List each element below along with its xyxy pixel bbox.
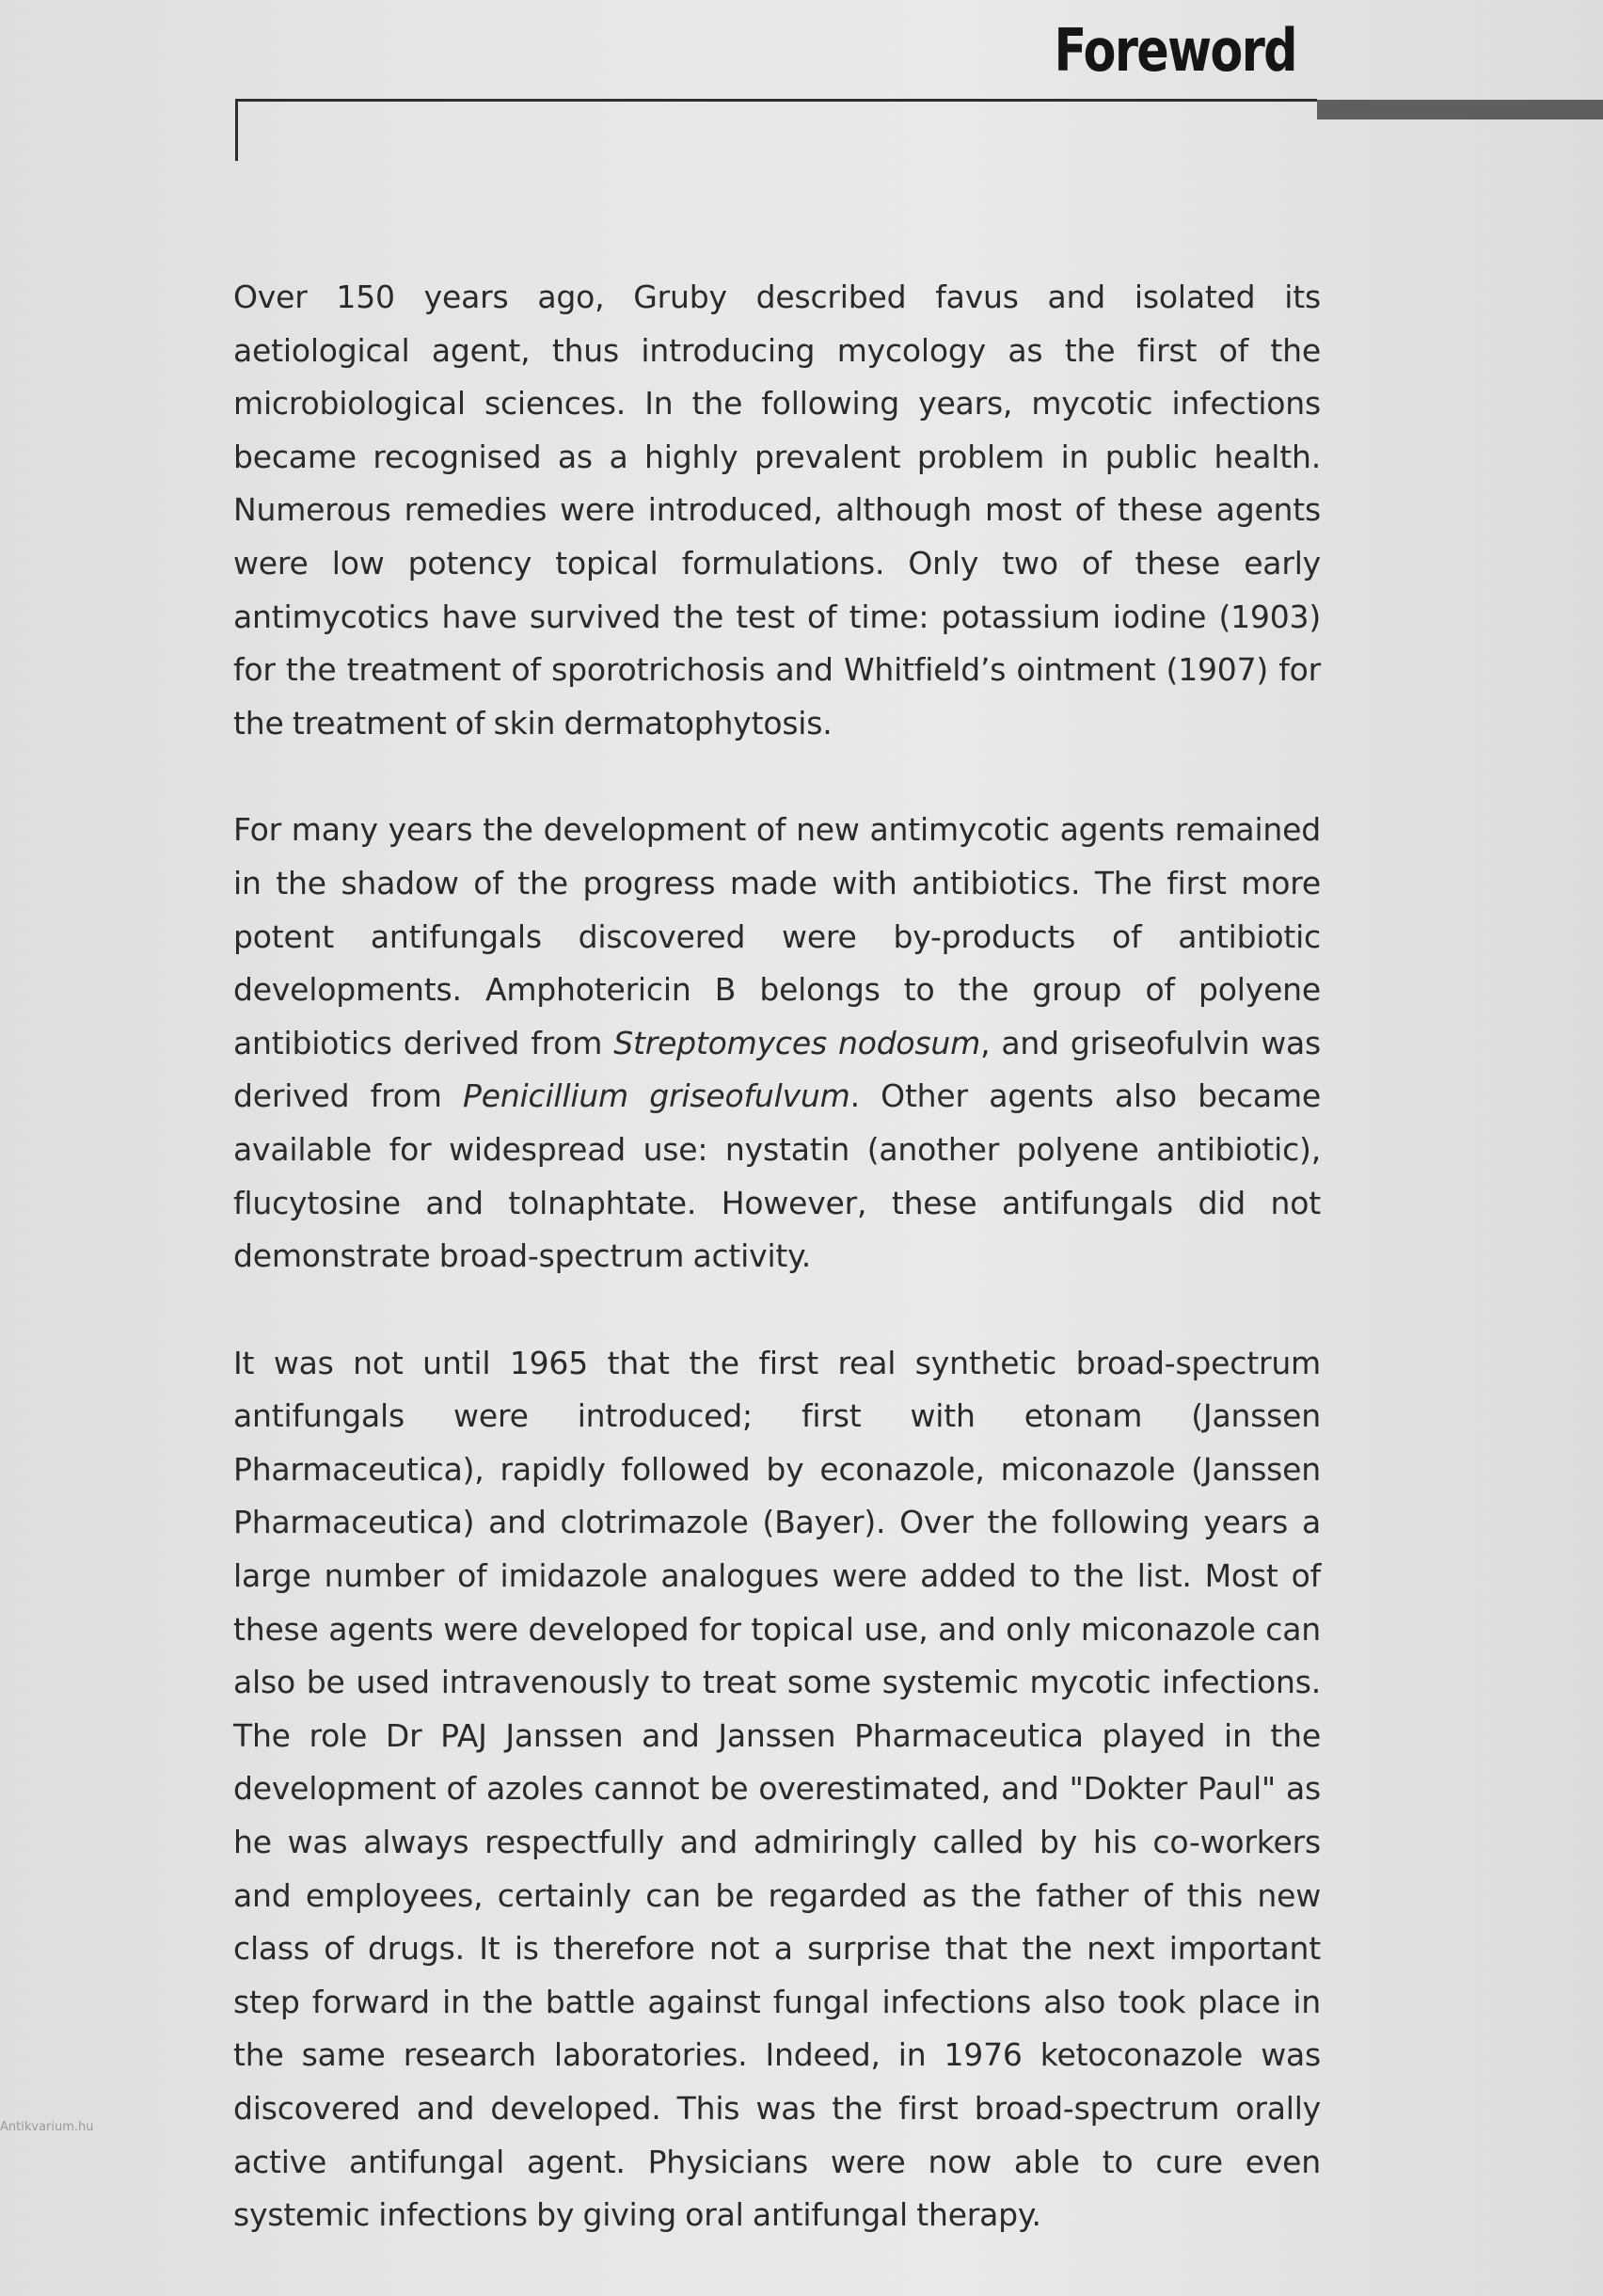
paragraph-2 (233, 804, 1321, 1283)
species-name-penicillium: Penicillium griseofulvum (463, 1077, 850, 1115)
paragraph-2-text-b: , and griseofulvin was derived from (233, 1024, 1322, 1115)
paragraph-2-text-a: For many years the development of new antimycotic agents remained in the shadow of the progress made with antibiotics. The first more potent antifungals discovered were by-products of antibiotic developments. Amphotericin B belongs to the group of polyene antibiotics derived from (233, 811, 1321, 1061)
watermark: Antikvarium.hu (0, 2120, 94, 2134)
page-title: Foreword (1054, 16, 1296, 85)
header-rule-vertical (235, 99, 238, 161)
species-name-streptomyces: Streptomyces nodosum (613, 1024, 981, 1061)
paragraph-1: Over 150 years ago, Gruby described favus and isolated its aetiological agent, thus introducing mycology as the first of the microbiological sciences. In the following years, mycotic infections became recognised as a highly prevalent problem in public health. Numerous remedies were introduced, although most of these agents were low potency topical formulations. Only two of these early antimycotics have survived the test of time: potassium iodine (1903) for the treatment of sporotrichosis and Whitfield’s ointment (1907) for the treatment of skin dermatophytosis. (233, 279, 1321, 741)
paragraph-3: It was not until 1965 that the first real synthetic broad-spectrum antifungals were introduced; first with etonam (Janssen Pharmaceutica), rapidly followed by econazole, miconazole (Janssen Pharmaceutica) and clotrimazole (Bayer). Over the following years a large number of imidazole analogues were added to the list. Most of these agents were developed for topical use, and only miconazole can also be used intravenously to treat some systemic mycotic infections. The role Dr PAJ Janssen and Janssen Pharmaceutica played in the development of azoles cannot be overestimated, and "Dokter Paul" as he was always respectfully and admiringly called by his co-workers and employees, certainly can be regarded as the father of this new class of drugs. It is therefore not a surprise that the next important step forward in the battle against fungal infections also took place in the same research laboratories. Indeed, in 1976 ketoconazole was discovered and developed. This was the first broad-spectrum orally active antifungal agent. Physicians were now able to cure even systemic infections by giving oral antifungal therapy. (233, 1344, 1321, 2234)
body-text (233, 271, 1321, 2296)
paragraph-2-text-c: . Other agents also became available for widespread use: nystatin (another polyene antibiotic), flucytosine and tolnaphtate. However, these antifungals did not demonstrate broad-spectrum activity. (233, 1077, 1321, 1275)
header-rule-horizontal (235, 99, 1317, 102)
header-accent-bar (1317, 100, 1603, 120)
